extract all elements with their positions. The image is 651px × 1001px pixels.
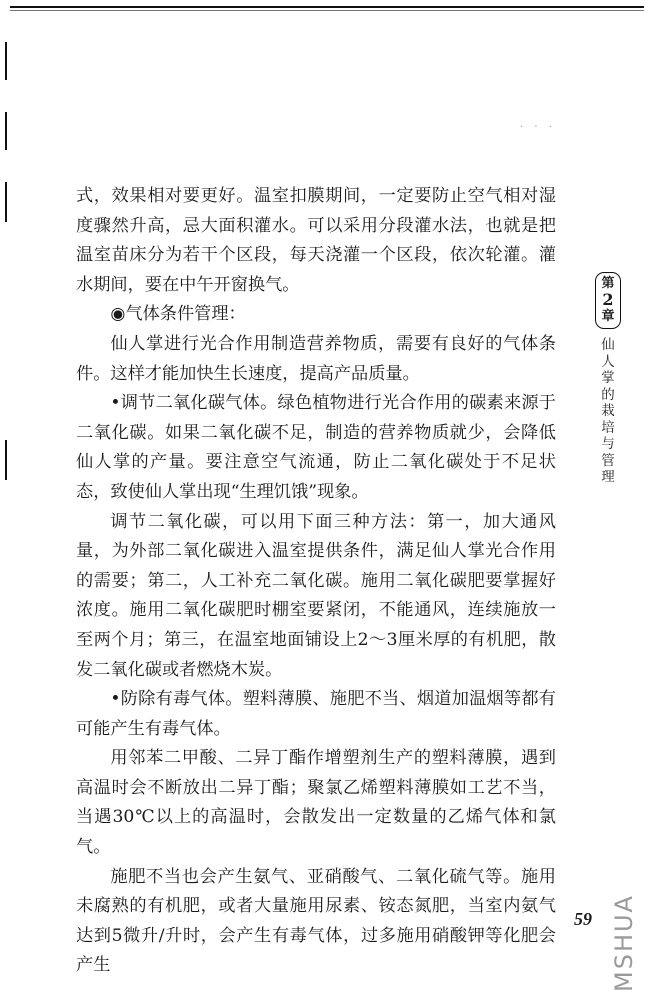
chapter-title-char: 培 [601,419,615,436]
chapter-title [595,337,621,486]
chapter-prefix: 第 [601,276,615,291]
chapter-badge [595,272,621,329]
chapter-title-char: 的 [601,386,615,403]
chapter-title-char: 与 [601,436,615,452]
chapter-title-char: 管 [601,452,615,469]
page-number: 59 [574,909,592,929]
binding-mark [5,112,7,150]
paragraph: 用邻苯二甲酸、二异丁酯作增塑剂生产的塑料薄膜，遇到高温时会不断放出二异丁酯；聚氯乙烯塑料薄膜如工艺不当，当遇30℃以上的高温时，会散发出一定数量的乙烯气体和氯气。 [76,748,556,858]
scan-noise: · · · [520,122,556,133]
header-rule-thin [10,10,644,11]
section-heading: ◉气体条件管理： [110,304,246,325]
paragraph: •调节二氧化碳气体。绿色植物进行光合作用的碳素来源于二氧化碳。如果二氧化碳不足，制造的营养物质就少，会降低仙人掌的产量。要注意空气流通，防止二氧化碳处于不足状态，致使仙人掌出现“生理饥饿”现象。 [76,393,556,502]
paragraph: 施肥不当也会产生氨气、亚硝酸气、二氧化硫气等。施用未腐熟的有机肥，或者大量施用尿素、铵态氮肥，当室内氨气达到5微升/升时，会产生有毒气体，过多施用硝酸钾等化肥会产生 [76,866,556,976]
chapter-suffix: 章 [601,309,615,324]
binding-mark [5,42,7,80]
paragraph: •防除有毒气体。塑料薄膜、施肥不当、烟道加温烟等都有可能产生有毒气体。 [76,689,556,739]
chapter-number: 2 [602,290,614,309]
paragraph: 式，效果相对要更好。温室扣膜期间，一定要防止空气相对湿度骤然升高，忌大面积灌水。可以采用分段灌水法，也就是把温室苗床分为若干个区段，每天浇灌一个区段，依次轮灌。灌水期间，要在中午开窗换气。 [76,186,556,295]
chapter-title-char: 仙 [601,337,615,353]
page-body [76,182,556,981]
chapter-side-tab [595,272,621,486]
chapter-title-char: 栽 [601,403,615,419]
binding-mark [5,440,7,480]
chapter-title-char: 理 [601,469,615,485]
binding-mark [5,182,7,222]
header-rule [10,6,644,8]
watermark-text: MSHUA [610,894,638,992]
watermark [604,888,644,998]
chapter-title-char: 人 [601,353,615,370]
paragraph: 仙人掌进行光合作用制造营养物质，需要有良好的气体条件。这样才能加快生长速度，提高产品质量。 [76,333,556,384]
chapter-title-char: 掌 [601,370,615,386]
paragraph: 调节二氧化碳，可以用下面三种方法：第一，加大通风量，为外部二氧化碳进入温室提供条件，满足仙人掌光合作用的需要；第二，人工补充二氧化碳。施用二氧化碳肥要掌握好浓度。施用二氧化碳肥时棚室要紧闭，不能通风，连续施放一至两个月；第三，在温室地面铺设上2～3厘米厚的有机肥，散发二氧化碳或者燃烧木炭。 [76,511,556,680]
